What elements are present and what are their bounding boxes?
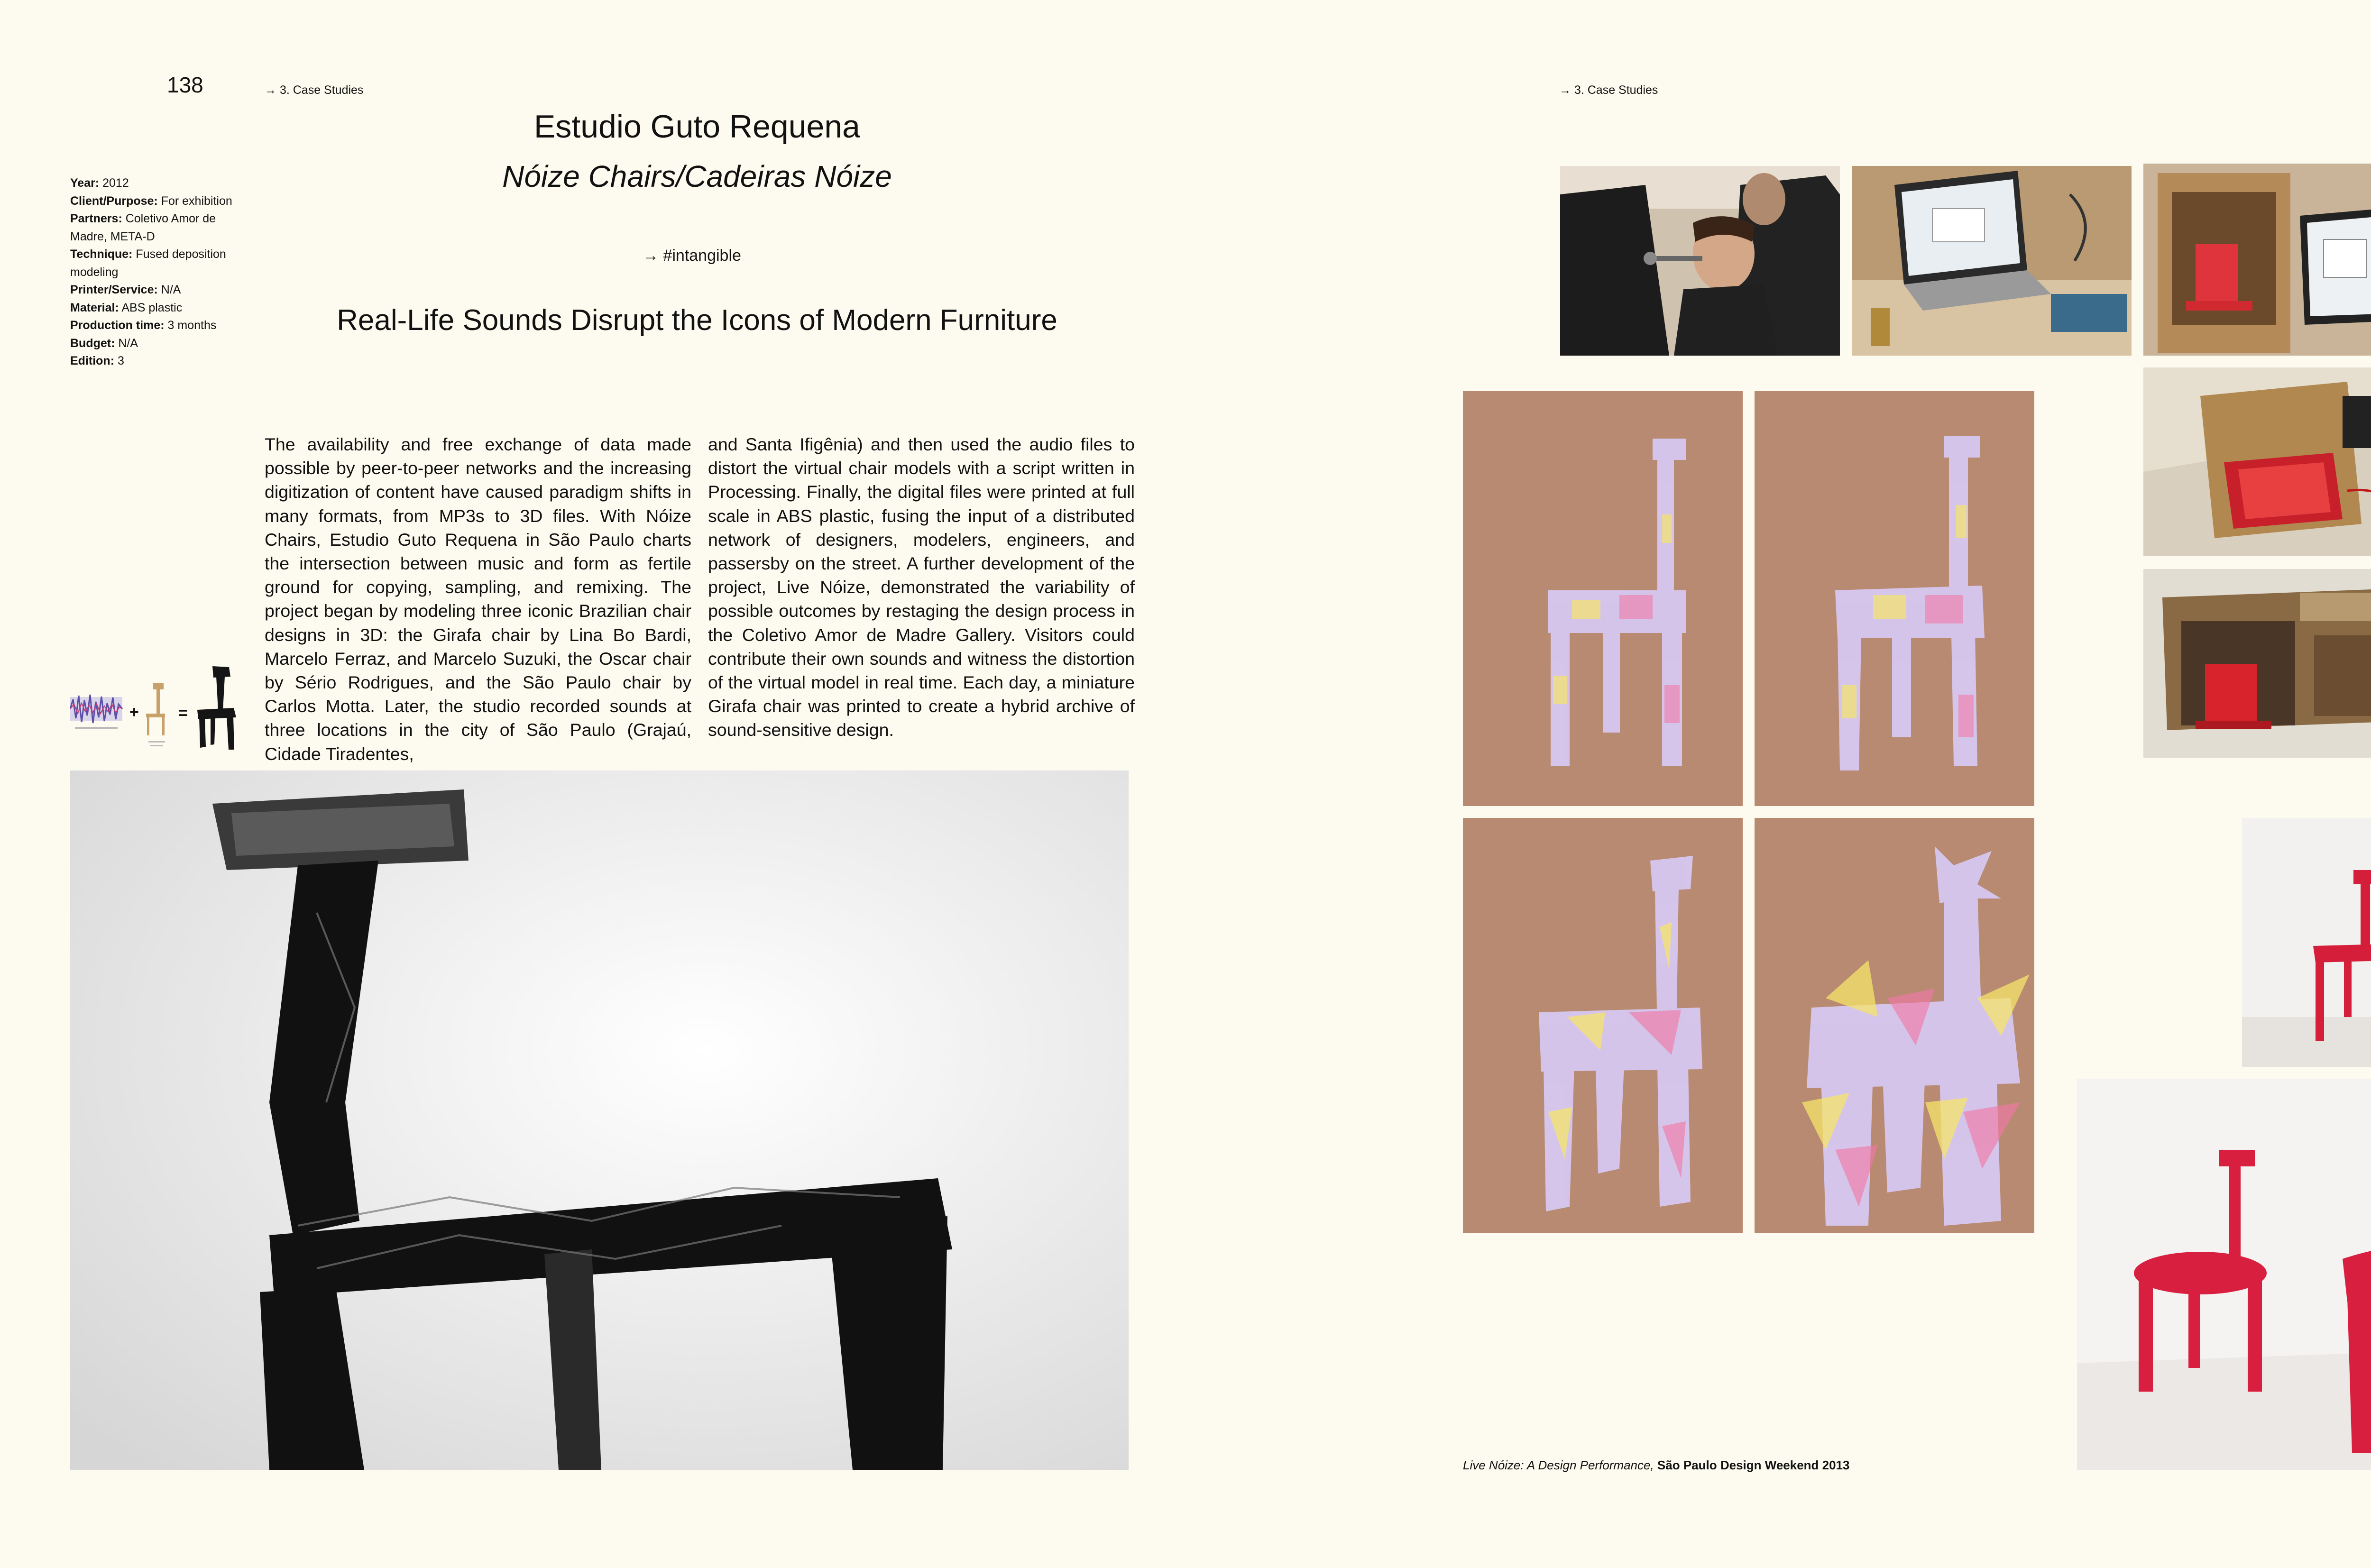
event-photo-3d-printer-laptop: [2143, 164, 2371, 356]
caption-title: Live Nóize: A Design Performance,: [1463, 1458, 1654, 1472]
meta-technique-cont: modeling: [70, 265, 119, 279]
event-photo-laptop: [1852, 166, 2132, 356]
meta-edition: Edition: 3: [70, 354, 124, 367]
photo-caption: [1463, 1458, 1850, 1473]
page-number-left: 138: [167, 73, 203, 97]
wooden-chair-graphic: [146, 683, 165, 735]
meta-partners-cont: Madre, META-D: [70, 229, 155, 243]
photo-red-chairs-closeup: [2077, 1079, 2371, 1470]
distorted-chair-graphic: [197, 666, 236, 750]
photo-3d-printer-red-glow: [2143, 367, 2371, 556]
body-text-column-2: and Santa Ifigênia) and then used the audio files to distort the virtual chair models with a script written in Processing. Finally, the digital files were printed at full scale in ABS plastic, fusing the input of a distributed network of designers, modelers, engineers, and passersby on the street. A further development of the project, Live Nóize, demonstrated the variability of possible outcomes by restaging the design process in the Coletivo Amor de Madre Gallery. Visitors could contribute their own sounds and witness the distortion of the virtual model in real time. Each day, a miniature Girafa chair was printed to create a hybrid archive of sound-sensitive design.: [708, 434, 1135, 740]
photo-maquina-3d-printer: [2143, 569, 2371, 758]
article-subtitle: Nóize Chairs/Cadeiras Nóize: [502, 159, 892, 193]
meta-material: Material: ABS plastic: [70, 301, 183, 314]
chair-render-2: [1755, 391, 2034, 806]
photo-red-chairs-pair: [2242, 818, 2371, 1067]
meta-year: Year: 2012: [70, 176, 129, 190]
sound-plus-chair-diagram: [70, 666, 255, 761]
meta-printer: Printer/Service: N/A: [70, 283, 181, 296]
diagram-graphic: [70, 666, 255, 761]
meta-budget: Budget: N/A: [70, 336, 138, 350]
article-headline: Real-Life Sounds Disrupt the Icons of Modern Furniture: [337, 304, 1057, 337]
meta-client: Client/Purpose: For exhibition: [70, 194, 232, 208]
meta-technique: Technique: Fused deposition: [70, 248, 226, 261]
event-photo-child-microphone: [1560, 166, 1840, 356]
running-head-right: → 3. Case Studies: [1559, 83, 1658, 97]
plus-sign: +: [129, 703, 139, 721]
running-head-left: → 3. Case Studies: [265, 83, 364, 97]
chair-render-1: [1463, 391, 1743, 806]
meta-production-time: Production time: 3 months: [70, 319, 217, 332]
equals-sign: =: [178, 704, 188, 722]
sound-wave-graphic: [70, 695, 122, 723]
article-title: Estudio Guto Requena: [533, 109, 861, 145]
chair-photo-graphic: [70, 770, 1129, 1470]
project-metadata: [70, 174, 260, 370]
caption-event: São Paulo Design Weekend 2013: [1654, 1458, 1850, 1472]
meta-partners: Partners: Coletivo Amor de: [70, 212, 216, 225]
chair-render-4: [1755, 818, 2034, 1233]
body-text-column-1: The availability and free exchange of data made possible by peer-to-peer networks and the increasing digitization of content have caused paradigm shifts in many formats, from MP3s to 3D files. With Nóize Chairs, Estudio Guto Requena in São Paulo charts the intersection between music and form as fertile ground for copying, sampling, and remixing. The project began by modeling three iconic Brazilian chair designs in 3D: the Girafa chair by Lina Bo Bardi, Marcelo Ferraz, and Marcelo Suzuki, the Oscar chair by Sério Rodrigues, and the São Paulo chair by Carlos Motta. Later, the studio recorded sounds at three locations in the city of São Paulo (Grajaú, Cidade Tiradentes,: [265, 434, 691, 764]
distorted-chair-photo: [70, 770, 1129, 1470]
hashtag-label: → #intangible: [643, 247, 741, 265]
chair-render-3: [1463, 818, 1743, 1233]
